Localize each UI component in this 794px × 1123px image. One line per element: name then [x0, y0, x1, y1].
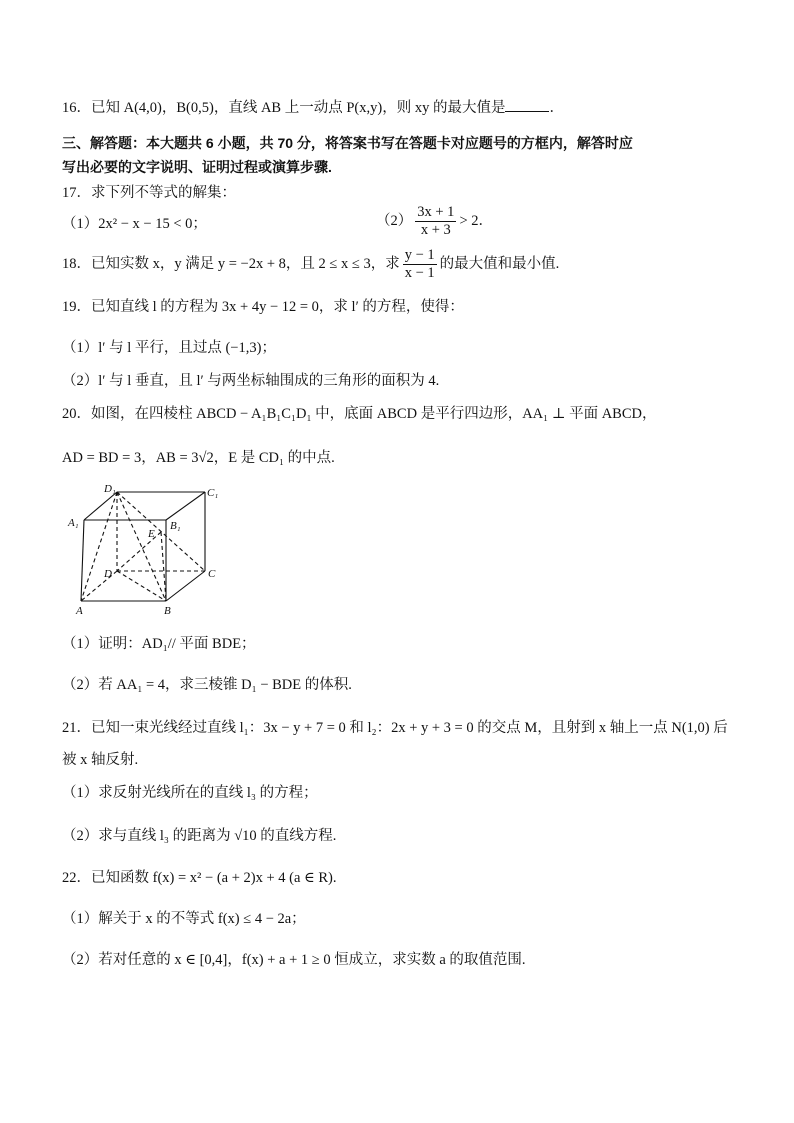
- edge-AA1: [81, 520, 84, 601]
- label-D: D: [104, 568, 112, 580]
- q19-part1: （1）l′ 与 l 平行，且过点 (−1,3)；: [62, 340, 276, 356]
- section-heading-line2: 写出必要的文字说明、证明过程或演算步骤.: [62, 159, 332, 175]
- question-18: 18．已知实数 x，y 满足 y = −2x + 8，且 2 ≤ x ≤ 3，求 $\frac{y - 1}{x - 1}$ 的最大值和最小值.: [62, 247, 560, 281]
- edge-D1B: [117, 492, 166, 601]
- q21-part2: （2）求与直线 l₃ 的距离为 √10 的直线方程.: [62, 828, 337, 844]
- edge-CB: [166, 571, 205, 601]
- edge-DB: [117, 571, 166, 601]
- q17-fraction: $\frac{3x + 1}{x + 3}$: [417, 204, 455, 238]
- answer-blank: [505, 99, 549, 112]
- section-heading-line1: 三、解答题：本大题共 6 小题，共 70 分，将答案书写在答题卡对应题号的方框内，解答时应: [62, 135, 633, 151]
- q17-part2: （2） $\frac{3x + 1}{x + 3}$ > 2．: [376, 204, 493, 238]
- q19-stem: 19．已知直线 l 的方程为 3x + 4y − 12 = 0，求 l′ 的方程，使得：: [62, 299, 464, 315]
- q21-line2: 被 x 轴反射.: [62, 752, 139, 768]
- label-A1: A₁: [68, 517, 79, 529]
- label-E: E: [148, 528, 155, 540]
- edge-B1C1: [166, 492, 205, 520]
- q22-part2: （2）若对任意的 x ∈ [0,4]，f(x) + a + 1 ≥ 0 恒成立，求实数 a 的取值范围.: [62, 952, 526, 968]
- q17-stem: 17．求下列不等式的解集：: [62, 185, 236, 201]
- prism-figure: [62, 482, 232, 618]
- label-B1: B₁: [170, 520, 181, 532]
- q20-line1: 20．如图，在四棱柱 ABCD − A₁B₁C₁D₁ 中，底面 ABCD 是平行四边形，AA₁ ⊥ 平面 ABCD，: [62, 406, 657, 422]
- q17-part1: （1）2x² − x − 15 < 0；: [62, 216, 207, 232]
- q21-line1: 21．已知一束光线经过直线 l₁：3x − y + 7 = 0 和 l₂：2x + y + 3 = 0 的交点 M，且射到 x 轴上一点 N(1,0) 后: [62, 720, 728, 736]
- edge-D1A: [81, 492, 117, 601]
- q20-part1: （1）证明：AD₁// 平面 BDE；: [62, 636, 256, 652]
- q20-part2: （2）若 AA₁ = 4，求三棱锥 D₁ − BDE 的体积.: [62, 677, 352, 693]
- q21-part1: （1）求反射光线所在的直线 l₃ 的方程；: [62, 785, 318, 801]
- q19-part2: （2）l′ 与 l 垂直，且 l′ 与两坐标轴围成的三角形的面积为 4.: [62, 373, 440, 389]
- label-B: B: [164, 605, 171, 617]
- label-C1: C₁: [207, 487, 219, 499]
- q16-text: 16．已知 A(4,0)，B(0,5)，直线 AB 上一动点 P(x,y)，则 xy 的最大值是: [62, 100, 506, 116]
- label-A: A: [76, 605, 83, 617]
- q22-part1: （1）解关于 x 的不等式 f(x) ≤ 4 − 2a；: [62, 911, 306, 927]
- label-D1: D₁: [104, 483, 116, 495]
- q18-fraction: $\frac{y - 1}{x - 1}$: [404, 247, 435, 281]
- question-16: 16．已知 A(4,0)，B(0,5)，直线 AB 上一动点 P(x,y)，则 xy 的最大值是 ．: [62, 100, 564, 116]
- label-C: C: [208, 568, 216, 580]
- edge-D1C: [117, 492, 205, 571]
- q22-stem: 22．已知函数 f(x) = x² − (a + 2)x + 4 (a ∈ R).: [62, 870, 337, 886]
- q20-line2: AD = BD = 3，AB = 3√2，E 是 CD₁ 的中点.: [62, 450, 335, 466]
